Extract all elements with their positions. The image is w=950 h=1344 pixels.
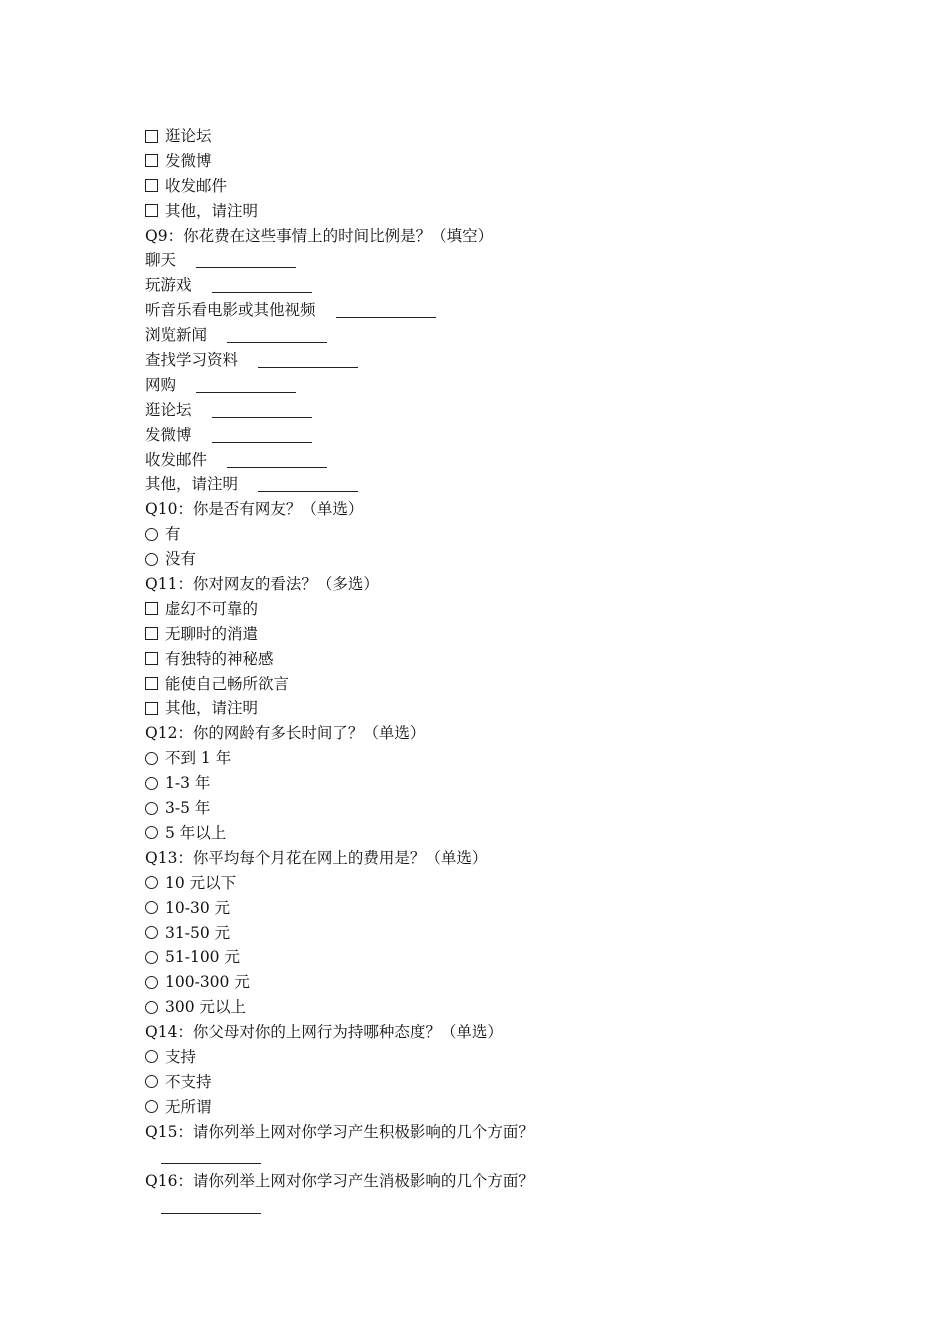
radio-icon[interactable]	[145, 970, 165, 995]
radio-icon[interactable]	[145, 1095, 165, 1120]
option-label: 其他，请注明	[165, 699, 259, 718]
checkbox-option[interactable]	[145, 696, 845, 721]
checkbox-icon[interactable]	[145, 174, 165, 199]
option-label: 1-3 年	[165, 774, 211, 793]
answer-row	[145, 1194, 845, 1219]
radio-icon[interactable]	[145, 871, 165, 896]
fill-blank-input[interactable]	[212, 278, 312, 293]
checkbox-option[interactable]	[145, 597, 845, 622]
option-label: 有独特的神秘感	[165, 649, 274, 668]
checkbox-icon[interactable]	[145, 199, 165, 224]
option-label: 收发邮件	[165, 176, 228, 195]
option-label: 5 年以上	[165, 823, 227, 842]
option-label: 100-300 元	[165, 973, 250, 992]
fill-item-label: 玩游戏	[145, 276, 192, 295]
option-label: 3-5 年	[165, 799, 211, 818]
checkbox-option[interactable]	[145, 149, 845, 174]
checkbox-icon[interactable]	[145, 597, 165, 622]
option-label: 其他，请注明	[165, 201, 259, 220]
fill-item	[145, 373, 845, 398]
radio-option[interactable]	[145, 945, 845, 970]
radio-option[interactable]	[145, 1045, 845, 1070]
question-title-q15: Q15：请你列举上网对你学习产生积极影响的几个方面？	[145, 1122, 534, 1141]
fill-item-label: 网购	[145, 375, 177, 394]
fill-blank-input[interactable]	[212, 428, 312, 443]
radio-option[interactable]	[145, 970, 845, 995]
fill-blank-input[interactable]	[227, 328, 327, 343]
fill-item-label: 查找学习资料	[145, 351, 239, 370]
option-label: 没有	[165, 550, 197, 569]
question-title-q12: Q12：你的网龄有多长时间了？（单选）	[145, 724, 426, 743]
option-label: 发微博	[165, 151, 212, 170]
radio-icon[interactable]	[145, 746, 165, 771]
checkbox-option[interactable]	[145, 672, 845, 697]
checkbox-option[interactable]	[145, 622, 845, 647]
fill-item-label: 收发邮件	[145, 450, 208, 469]
option-label: 逛论坛	[165, 127, 212, 145]
radio-icon[interactable]	[145, 995, 165, 1020]
fill-item	[145, 448, 845, 473]
fill-blank-input[interactable]	[212, 403, 312, 418]
radio-option[interactable]	[145, 821, 845, 846]
checkbox-icon[interactable]	[145, 149, 165, 174]
fill-blank-input[interactable]	[258, 477, 358, 492]
fill-item	[145, 273, 845, 298]
answer-blank-input[interactable]	[161, 1149, 261, 1164]
fill-item-label: 其他，请注明	[145, 475, 239, 494]
radio-option[interactable]	[145, 1095, 845, 1120]
fill-blank-input[interactable]	[336, 303, 436, 318]
radio-option[interactable]	[145, 796, 845, 821]
radio-icon[interactable]	[145, 896, 165, 921]
fill-item	[145, 248, 845, 273]
radio-icon[interactable]	[145, 945, 165, 970]
radio-icon[interactable]	[145, 522, 165, 547]
fill-item-label: 发微博	[145, 425, 192, 444]
fill-item	[145, 472, 845, 497]
fill-item	[145, 323, 845, 348]
checkbox-option[interactable]	[145, 647, 845, 672]
radio-icon[interactable]	[145, 1045, 165, 1070]
question-title-q13: Q13：你平均每个月花在网上的费用是？（单选）	[145, 848, 488, 867]
answer-blank-input[interactable]	[161, 1199, 261, 1214]
checkbox-option[interactable]	[145, 199, 845, 224]
question-title-q14: Q14：你父母对你的上网行为持哪种态度？（单选）	[145, 1023, 503, 1042]
radio-icon[interactable]	[145, 547, 165, 572]
question-title-q11: Q11：你对网友的看法？（多选）	[145, 575, 379, 594]
option-label: 能使自己畅所欲言	[165, 674, 290, 693]
option-label: 300 元以上	[165, 998, 247, 1017]
fill-blank-input[interactable]	[227, 453, 327, 468]
fill-item-label: 逛论坛	[145, 400, 192, 419]
radio-icon[interactable]	[145, 1070, 165, 1095]
radio-option[interactable]	[145, 921, 845, 946]
question-title-q9: Q9：你花费在这些事情上的时间比例是？（填空）	[145, 226, 494, 245]
radio-option[interactable]	[145, 547, 845, 572]
fill-item-label: 听音乐看电影或其他视频	[145, 301, 316, 320]
option-label: 10 元以下	[165, 873, 237, 892]
fill-blank-input[interactable]	[258, 353, 358, 368]
fill-blank-input[interactable]	[196, 378, 296, 393]
radio-icon[interactable]	[145, 921, 165, 946]
fill-item	[145, 348, 845, 373]
fill-item	[145, 398, 845, 423]
radio-icon[interactable]	[145, 821, 165, 846]
option-label: 51-100 元	[165, 948, 240, 967]
fill-item-label: 聊天	[145, 251, 177, 270]
option-label: 不支持	[165, 1072, 212, 1091]
question-title-q16: Q16：请你列举上网对你学习产生消极影响的几个方面？	[145, 1172, 534, 1191]
fill-item-label: 浏览新闻	[145, 326, 208, 345]
option-label: 虚幻不可靠的	[165, 599, 259, 618]
radio-icon[interactable]	[145, 771, 165, 796]
question-title-q10: Q10：你是否有网友？（单选）	[145, 500, 364, 519]
checkbox-option[interactable]	[145, 174, 845, 199]
radio-option[interactable]	[145, 746, 845, 771]
answer-row	[145, 1145, 845, 1170]
checkbox-icon[interactable]	[145, 124, 165, 149]
option-label: 10-30 元	[165, 898, 231, 917]
checkbox-icon[interactable]	[145, 696, 165, 721]
option-label: 无所谓	[165, 1097, 212, 1116]
fill-item	[145, 298, 845, 323]
checkbox-icon[interactable]	[145, 672, 165, 697]
option-label: 支持	[165, 1047, 197, 1066]
option-label: 无聊时的消遣	[165, 624, 259, 643]
radio-option[interactable]	[145, 522, 845, 547]
checkbox-option[interactable]	[145, 124, 845, 149]
fill-item	[145, 423, 845, 448]
radio-option[interactable]	[145, 871, 845, 896]
option-label: 不到 1 年	[165, 749, 232, 768]
radio-option[interactable]	[145, 771, 845, 796]
option-label: 有	[165, 525, 181, 544]
radio-option[interactable]	[145, 995, 845, 1020]
option-label: 31-50 元	[165, 923, 231, 942]
radio-option[interactable]	[145, 896, 845, 921]
questionnaire-page	[145, 124, 845, 1219]
radio-icon[interactable]	[145, 796, 165, 821]
checkbox-icon[interactable]	[145, 622, 165, 647]
fill-blank-input[interactable]	[196, 253, 296, 268]
checkbox-icon[interactable]	[145, 647, 165, 672]
radio-option[interactable]	[145, 1070, 845, 1095]
